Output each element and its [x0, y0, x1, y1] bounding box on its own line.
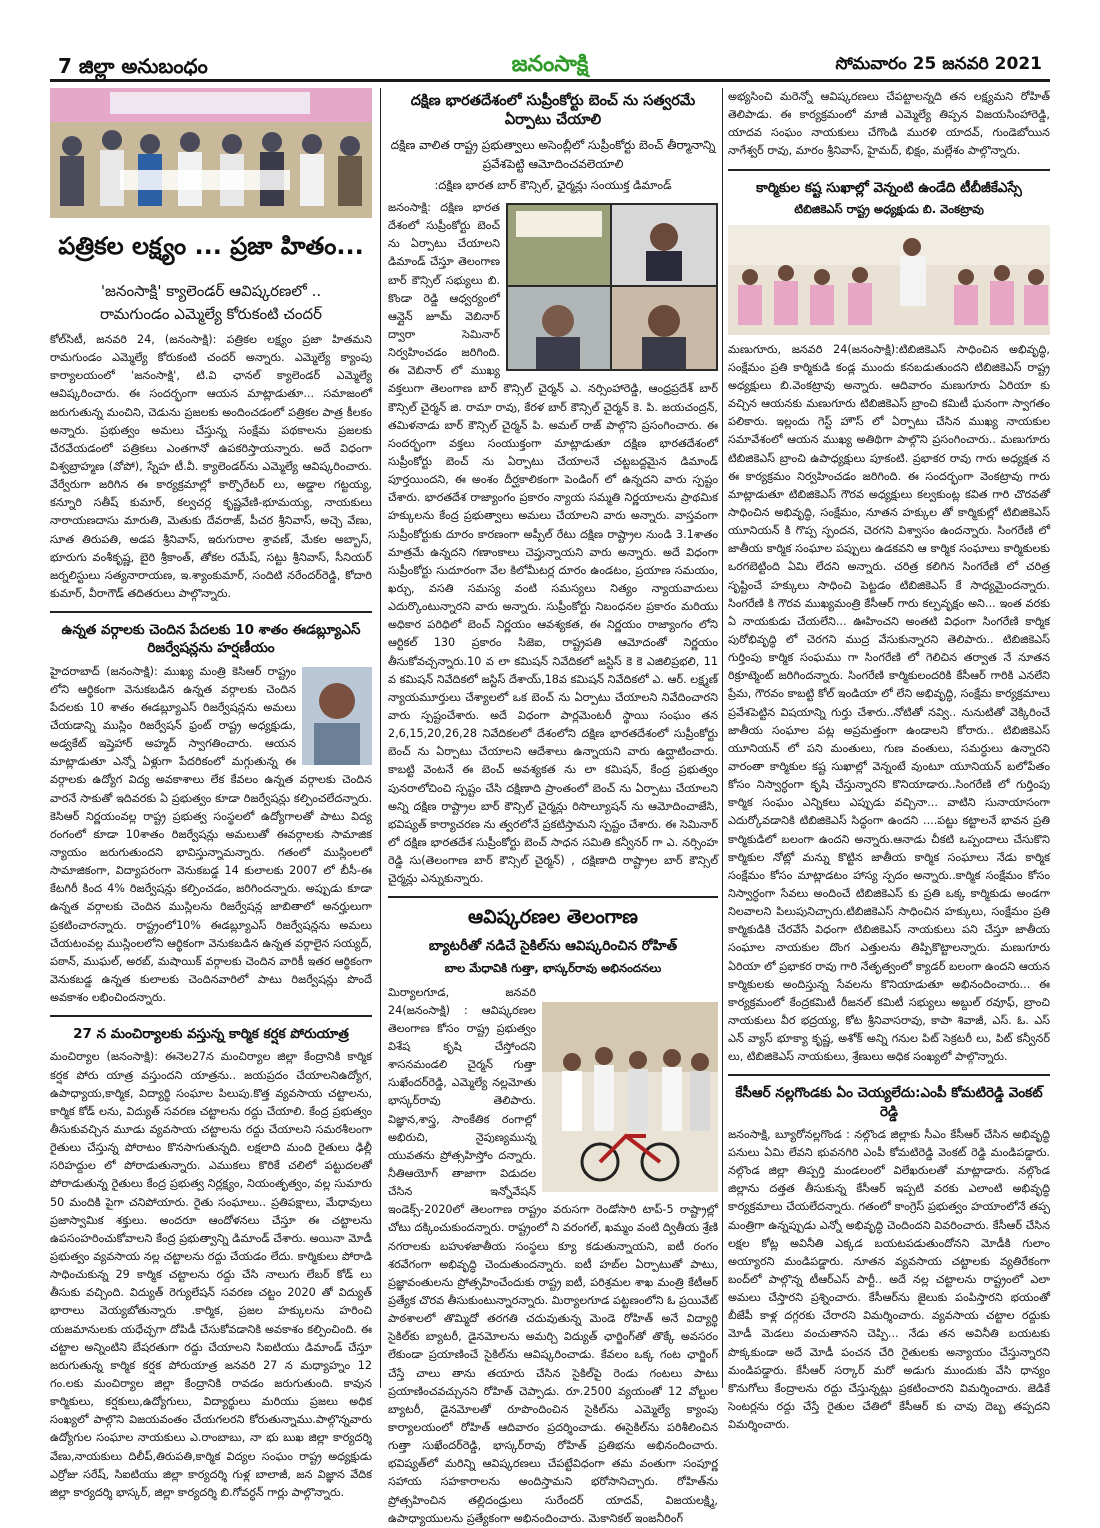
story-subheadline: రామగుండం ఎమ్మెల్యే కోరుకంటి చందర్ — [100, 304, 322, 323]
column-divider — [722, 88, 723, 1388]
story-headline: 27 న మంచిర్యాలకు వస్తున్న కార్మిక కర్షక పోరుయాత్ర — [73, 1026, 349, 1043]
column-right — [728, 88, 1050, 1432]
column-middle — [388, 88, 718, 1525]
cycle-event-photo — [542, 1002, 718, 1192]
story-headline: ఉన్నత వర్గాలకు చెందిన పేదలకు 10 శాతం ఈడబ్ల్యూఎస్ రిజర్వేషన్లను హర్షణీయం — [61, 622, 361, 657]
webinar-screenshot — [506, 203, 718, 371]
story-headline: పత్రికల లక్ష్యం ... ప్రజా హితం... — [58, 232, 364, 260]
story-headline: కేసీఆర్ నల్లగొండకు ఏం చెయ్యలేదు:ఎంపీ కోమటిరెడ్డి వెంకట్ రెడ్డి — [735, 1085, 1043, 1120]
story-subheadline: బాల మేధావికి గుత్తా, భాస్కర్‌రావు అభినందనలు — [444, 960, 662, 975]
divider — [50, 611, 372, 613]
story-kicker: :దక్షిణ భారత బార్ కౌన్సిల్, ఛైర్మన్లు సంయుక్త డిమాండ్ — [434, 178, 672, 193]
column-left — [50, 88, 372, 1499]
brand-logo: జనంసాక్షి — [511, 52, 589, 77]
masthead — [50, 52, 1050, 82]
union-meeting-photo — [728, 225, 1050, 335]
story-headline: బ్యాటరీతో నడిచే సైకిల్‌ను ఆవిష్కరించిన రోహిత్ — [428, 938, 678, 955]
story-headline: దక్షిణ భారతదేశంలో సుప్రీంకోర్టు బెంచ్ ను సత్వరమే ఏర్పాటు చేయాలి — [410, 93, 696, 128]
story-body: జనంసాక్షి, బ్యూరోనల్లగొండ : నల్గొండ జిల్లాకు సీఎం కేసీఆర్ చేసిన అభివృద్ధి పనులు ఏమి లేవని భువనగిరి ఎంపీ కోమటిరెడ్డి వెంకట్ రెడ్డి మండిపడ్డారు. నల్గొండ జిల్లా తిప్పర్తి మండలంలో విలేఖరులతో మాట్లాడారు. నల్గొండ జిల్లాను దత్తత తీసుకున్న కేసీఆర్ ఇప్పటి వరకు ఎలాంటి అభివృద్ధి కార్యక్రమాలు చేయలేదన్నారు. గతంలో కాంగ్రెస్ ప్రభుత్వం హయాంలోనే తప్ప మంత్రిగా ఉన్నప్పుడు ఎన్నో అభివృద్ధి చెందిందని వివరించారు. కేసీఆర్ చేసిన లక్షల కోట్ల అవినీతి ఎక్కడ బయటపడుతుందోనని మోడీకి గులాం అయ్యారని మండిపడ్డారు. నూతన వ్యవసాయ చట్టాలకు వ్యతిరేకంగా బంద్‌లో పాల్గొన్న టీఆర్‌ఎస్ పార్టీ.. అదే నల్ల చట్టాలను రాష్ట్రంలో ఎలా అమలు చేస్తారని ప్రశ్నించారు. కేసీఆర్‌ను జైలుకు పంపిస్తారని భయంతో బీజేపీ కాళ్ల దగ్గరకు చేరారని విమర్శించారు. వ్యవసాయ చట్టాల రద్దుకు మోడీ మెడలు వంచుతానని చెప్పి... నేడు తన అవినీతి బయటకు పొక్కకుండా అదే మోడీ పంచన చేరి రైతులకు అన్యాయం చేస్తున్నారని మండిపడ్డారు. కేసీఆర్ సర్కార్ మరో అడుగు ముందుకు వేసి ధాన్యం కొనుగోలు కేంద్రాలను రద్దు చేస్తున్నట్లు ప్రకటించారని విమర్శించారు. జెడికే సెంటర్లను రద్దు చేస్తే రైతుల చేతిలో కేసీఆర్ కు చావు దెబ్బ తప్పదని విమర్శించారు. — [728, 1127, 1050, 1432]
story-body: మిర్యాలగూడ, జనవరి 24(జనంసాక్షి) : ఆవిష్కరణల తెలంగాణ కోసం రాష్ట్ర ప్రభుత్వం విశేష కృషి చేస్తోందని శాసనమండలి చైర్మన్ గుత్తా సుఖేందర్‌రెడ్డి, ఎమ్మెల్యే నల్లమోతు భాస్కర్‌రావు తెలిపారు. విజ్ఞాన,శాస్త్ర, సాంకేతిక రంగాల్లో అభిరుచి, నైపుణ్యమున్న యువతను ప్రోత్సహిస్తోం దన్నారు. నీతిఆయోగ్ తాజాగా విడుదల చేసిన ఇన్నోవేషన్ ఇండెక్స్-2020లో తెలంగాణ రాష్ట్రం వరుసగా రెండోసారి టాప్-5 రాష్ట్రాల్లో చోటు దక్కించుకుందన్నారు. రాష్ట్రంలో ని వరంగల్, ఖమ్మం వంటి ద్వితీయ శ్రేణి నగరాలకు బహుళజాతీయ సంస్థలు క్యూ కడుతున్నాయని, ఐటీ రంగం శరవేగంగా అభివృద్ధి చెందుతుందన్నారు. ఐటీ హబ్‌ల ఏర్పాటుతో పాటు, ప్రజ్ఞావంతులను ప్రోత్సహించేందుకు రాష్ట్ర ఐటీ, పరిశ్రమల శాఖ మంత్రి కేటీఆర్ ప్రత్యేక చొరవ తీసుకుంటున్నారన్నారు. మిర్యాలగూడ పట్టణంలోని ఓ ప్రయివేట్ పాఠశాలలో తొమ్మిదో తరగతి చదువుతున్న మెండె రోహిత్ అనే విద్యార్థి సైకిల్‌కు బ్యాటరీ, డైనమోలను అమర్చి విద్యుత్ ఛార్జింగ్‌తో తొక్కే అవసరం లేకుండా ప్రయాణించే సైకిల్‌ను ఆవిష్కరించాడు. కేవలం ఒక్క గంట ఛార్జింగ్ చేస్తే చాలు తాను తయారు చేసిన సైకిల్‌పై రెండు గంటలు పాటు ప్రయాణించవచ్చునని రోహిత్ చెప్పాడు. రూ.2500 వ్యయంతో 12 వోల్టుల బ్యాటరీ, డైనమోలతో రూపొందించిన సైకిల్‌ను ఎమ్మెల్యే క్యాంపు కార్యాలయంలో రోహిత్ ఆదివారం ప్రదర్శించాడు. ఈసైకిల్‌ను పరిశీలించిన గుత్తా సుఖేందర్‌రెడ్డి, భాస్కర్‌రావు రోహిత్ ప్రతిభను అభినందించారు. భవిష్యత్‌లో మరిన్ని ఆవిష్కరణలు చేపట్టేవిధంగా తమ వంతుగా సంపూర్ణ సహాయ సహకారాలను అందిస్తామని భరోసానిచ్చారు. రోహిత్‌ను ప్రోత్సహించిన తల్లిదండ్రులు సురేందర్ యాదవ్, విజయలక్ష్మి, ఉపాధ్యాయులను ప్రత్యేకంగా అభినందించారు. మెకానికల్ ఇంజనీరింగ్ — [388, 985, 718, 1525]
story-body: మణుగూరు, జనవరి 24(జనంసాక్షి):టిబిజికెఎస్ సాధించిన అభివృద్ధి, సంక్షేమం ప్రతి కార్మికుడి కండ్ల ముందు కనబడుతుందని టిబిజికెఎస్ రాష్ట్ర అధ్యక్షులు బి.వెంకట్రావు అన్నారు. ఆదివారం మణుగూరు ఏరియా కు వచ్చిన ఆయనకు మణుగూరు టిబిజికెఎస్ బ్రాంచి కమిటీ ఘనంగా స్వాగతం పలికారు. ఇల్లందు గెస్ట్ హౌస్ లో ఏర్పాటు చేసిన ముఖ్య నాయకుల సమావేశంలో ఆయన ముఖ్య అతిథిగా పాల్గొని ప్రసంగించారు.. మణుగూరు టిబిజికెఎస్ బ్రాంచి ఉపాధ్యక్షులు పూకంటి. ప్రభాకర రావు గారు అధ్యక్షత న ఈ కార్యక్రమం నిర్వహించడం జరిగింది. ఈ సందర్భంగా వెంకట్రావు గారు మాట్లాడుతూ టిబిజికెఎస్ గౌరవ అధ్యక్షులు కల్వకుంట్ల కవిత గారి చొరవతో సాధించిన అభివృద్ధి, సంక్షేమం, నూతన హక్కుల తో కార్మికుల్లో టిబిజికెఎస్ యూనియన్ కి గొప్ప స్పందన, చెరగని విశ్వాసం ఉందన్నారు. సింగరేణి లో జాతీయ కార్మిక సంఘాల పప్పులు ఉడకవని ఆ కార్మిక సంఘాలు కార్మికులకు ఒరగబెట్టింది ఏమి లేదని అన్నారు. చరిత్ర కలిగిన సింగరేణి లో చరిత్ర సృష్టించే హక్కులు సాధించి పెట్టడం టిబిజికెఎస్ కే సాధ్యమైందన్నారు. సింగరేణి కి గౌరవ ముఖ్యమంత్రి కేసీఆర్ గారు కల్పవృక్షం అని... ఇంత వరకు ఏ నాయకుడు చేయలేని... ఊహించని అంతటి విధంగా సింగరేణి కార్మిక పురోభివృద్ధి లో చెరగని ముద్ర వేసుకున్నారని తెలిపారు.. టిబిజికెఎస్ గుర్తింపు కార్మిక సంఘము గా సింగరేణి లో గెలిచిన తర్వాత నే నూతన రిక్రూట్మెంట్ జరిగిందన్నారు. సింగరేణి కార్మికులందరికి కేసీఆర్ గారికి ఎనలేని ప్రేమ, గౌరవం కాబట్టి కోల్ ఇండియా లో లేని అభివృద్ధి, సంక్షేమ కార్యక్రమాలు ప్రవేశపెట్టిన విషయాన్ని గుర్తు చేశారు..నోటితో నవ్వి.. నునుటితో వెక్కిరించే జాతీయ సంఘాల పట్ల అప్రమత్తంగా ఉండాలని కోరారు.. టిబిజికెఎస్ యూనియన్ లో పని మంతులు, గుణ వంతులు, సమర్ధులు ఉన్నారని వారంతా కార్మికుల కష్ట సుఖాల్లో వెన్నంటే వుంటూ యూనియన్ బలోపేతం కోసం నిస్వార్ధంగా కృషి చేస్తున్నారని కొనియాడారు..సింగరేణి లో గుర్తింపు కార్మిక సంఘం ఎన్నికలు ఎప్పుడు వచ్చినా... వాటిని సునాయాసంగా ఎదుర్కోవడానికి టిబిజికెఎస్ సిద్ధంగా ఉందని ....పట్టు కట్టాలనే భావన ప్రతి కార్మికుడిలో బలంగా ఉందని అన్నారు.ఆనాడు చీకటి ఒప్పందాలు చేసుకొని కార్మికుల నోట్లో మన్ను కొట్టిన జాతీయ కార్మిక సంఘాలు నేడు కార్మిక సంక్షేమం కోసం మాట్లాడటం హాస్య స్పదం అన్నారు..కార్మిక సంక్షేమం కోసం నిస్వార్ధంగా సేవలు అందించే టిబిజికెఎస్ కు ప్రతి ఒక్క కార్మికుడు అండగా నిలవాలని పిలుపునిచ్చారు.టిబిజికెఎస్ సాధించిన హక్కులు, సంక్షేమం ప్రతి కార్మికుడికి చేరవేసే విధంగా టిబిజికెఎస్ నాయకులు పని చేస్తూ జాతీయ సంఘాల నాయకుల దొంగ ఎత్తులను తిప్పికొట్టాలన్నారు. మణుగూరు ఏరియా లో ప్రభాకర రావు గారి నేతృత్వంలో క్యాడర్ బలంగా ఉందని ఆయన కార్మికులకు అందిస్తున్న సేవలను కొనియాడుతూ అభినందించారు... ఈ కార్యక్రమంలో కేంద్రకమిటీ రీజనల్ కమిటీ సభ్యులు అబ్దుల్ రవూఫ్, బ్రాంచి నాయకులు వీర భద్రయ్య, కోట శ్రీనివాసరావు, కాపా శివాజీ, ఎస్. ఓ. ఎస్ ఎన్ వ్యాస్ భూక్యా కృష్ణ, అశోక్ అన్ని గనుల పిట్ సెక్రటరీ లు, పిట్ కన్వీనర్ లు, టిబిజికెఎస్ నాయకులు, శ్రేణులు అధిక సంఖ్యలో పాల్గొన్నారు. — [728, 342, 1050, 1064]
story-body: కోల్‌సిటీ, జనవరి 24, (జనంసాక్షి): పత్రికల లక్ష్యం ప్రజా హితమని రామగుండం ఎమ్మెల్యే కోరుకంటి చందర్ అన్నారు. ఎమ్మెల్యే క్యాంపు కార్యాలయంలో 'జనంసాక్షి', టి.వి ఛానల్ క్యాలెండర్ ఎమ్మెల్యే ఆవిష్కరించారు. ఈ సందర్భంగా ఆయన మాట్లాడుతూ... సమాజంలో జరుగుతున్న మంచిని, చెడును ప్రజలకు అందించడంలో పత్రికల పాత్ర కీలకం అన్నారు. ప్రభుత్వం అమలు చేస్తున్న సంక్షేమ పథకాలను ప్రజలకు చేరవేయడంలో పత్రికలు ఎంతగానో ఉపకరిస్తాయన్నారు. అదే విధంగా విశ్వబ్రాహ్మణ (వోపో), స్నేహ టీ.వీ. క్యాలెండర్‌ను ఎమ్మెల్యే ఆవిష్కరించారు. వేర్వేరుగా జరిగిన ఈ కార్యక్రమాల్లో కార్పొరేటర్ లు, అడ్డాల గట్టయ్య, కన్నూరి సతీష్ కుమార్, కల్వచర్ల కృష్ణవేణి-భూమయ్య, నాయకులు నారాయణదాసు మారుతి, మెతుకు దేవరాజ్, పీచర శ్రీనివాస్, అచ్చె వేణు, సూత తిరుపతి, అడప శ్రీనివాస్, ఇరుగురాల శ్రావణ్, మేకల అబ్బాస్, భూరుగు వంశీకృష్ణ, బైరి శ్రీకాంత్, తోకల రమేష్, సట్టు శ్రీనివాస్, సీనియర్ జర్నలిస్టులు సత్యనారాయణ, ఇ.శ్యాంకుమార్, సందిటి నరేందర్‌రెడ్డి, కోదారి కుమార్, వీరాగౌడ్ తదితరులు పాల్గొన్నారు. — [50, 333, 372, 600]
story-subheadline: 'జనంసాక్షి' క్యాలెండర్ ఆవిష్కరణలో .. — [100, 282, 322, 300]
divider — [728, 1074, 1050, 1076]
section-title: ఆవిష్కరణల తెలంగాణ — [468, 906, 638, 929]
divider — [728, 169, 1050, 171]
divider — [388, 896, 718, 898]
story-body: హైదరాబాద్ (జనంసాక్షి): ముఖ్య మంత్రి కెసిఆర్ రాష్ట్రం లోని ఆర్థికంగా వెనుకబడిన ఉన్నత వర్గాలకు చెందిన పేదలకు 10 శాతం ఈడబ్ల్యూఎస్ రిజర్వేషన్లను అమలు చేయడాన్ని ముస్లిం రిజర్వేషన్ ఫ్రంట్ రాష్ట్ర అధ్యక్షుడు, అడ్వకేట్ ఇష్తెహార్ అహ్మద్ స్వాగతించారు. ఆయన మాట్లాడుతూ ఎన్నో ఏళ్లుగా పేదరికంలో మగ్గుతున్న ఈ వర్గాలకు ఉద్యోగ విద్య అవకాశాలు లేక కేవలం ఉన్నత వర్గాలకు చెందిన వారనే సాకుతో ఇదివరకు ఏ ప్రభుత్వం కూడా రిజర్వేషన్లు కల్పించలేదన్నారు. కెసిఆర్ నిర్ణయంవల్ల రాష్ట్ర ప్రభుత్వ సంస్థలలో ఉద్యోగాలతో పాటు విద్య రంగంలో కూడా 10శాతం రిజర్వేషన్లు అమలుతో ఈవర్గాలకు సామాజిక న్యాయం జరుగుతుందని భావిస్తున్నామన్నారు. గతంలో ముస్లింలలో సామాజికంగా, విద్యాపరంగా వెనుకబడ్డ 14 కులాలకు 2007 లో బీసీ-ఈ కేటగిరీ కింద 4% రిజర్వేషన్లు కల్పించడం, జరిగిందన్నారు. అప్పుడు కూడా ఉన్నత వర్గాలకు చెందిన ముస్లిలను రిజర్వేషన్ల జాబితాలో అనర్హులుగా ప్రకటించారన్నారు. రాష్ట్రంలో10% ఈడబ్ల్యూఎస్ రిజర్వేషన్లను అమలు చేయటంవల్ల ముస్లింలలోని ఆర్థికంగా వెనుకబడిన ఉన్నత వర్గాలైన సయ్యద్, పఠాన్, ముఘల్, అరబ్, మషాయిక్ వర్గాలకు చెందిన వారికీ ఇతర ఆర్థికంగా వెనుకబడ్డ ఉన్నత కులాలకు చెందినవారిలో పాటు రిజర్వేషన్లు పొందే అవకాశం లభించిందన్నారు. — [50, 664, 372, 1005]
calendar-launch-photo — [50, 88, 372, 218]
story-continued: అభ్యసించి మరెన్నో ఆవిష్కరణలు చేపట్టాలన్నది తన లక్ష్యమని రోహిత్ తెలిపాడు. ఈ కార్యక్రమంలో మాజీ ఎమ్మెల్యే తిప్పన విజయసింహారెడ్డి, యాదవ సంఘం నాయకులు చేగొండి మురళి యాదవ్, గుండెబోయిన నాగేశ్వర్ రావు, మారం శ్రీనివాస్, హైమద్, భిక్షం, మల్లేశం పాల్గొన్నారు. — [728, 90, 1050, 158]
story-subheadline: టిబిజికెఎస్ రాష్ట్ర అధ్యక్షుడు బి. వెంకట్రావు — [794, 201, 984, 216]
story-body: మంచిర్యాల (జనంసాక్షి): ఈనెల27న మంచిర్యాల జిల్లా కేంద్రానికి కార్మిక కర్షక పోరు యాత్ర వస్తుందని యాత్రను.. జయప్రదం చేయాలనిఉద్యోగ, ఉపాధ్యాయ,కార్మిక, విద్యార్థి సంఘాల పిలుపు.కొత్త వ్యవసాయ చట్టాలను, కార్మిక కోడ్ లను, విద్యుత్ సవరణ చట్టాలను రద్దు చేయాలి. కేంద్ర ప్రభుత్వం తీసుకువచ్చిన మూడు వ్యవసాయ చట్టాలను రద్దు చేయాలని సమరశీలంగా రైతులు చేస్తున్న పోరాటం కొనసాగుతున్నది. లక్షలాది మంది రైతులు ఢిల్లీ సరిహద్దుల లో పోరాడుతున్నారు. ఎముకలు కొరికే చలిలో పట్టుదలతో పోరాడుతున్న రైతులు కేంద్ర ప్రభుత్వ నిర్లక్ష్యం, నియంతృత్వం, వల్ల సుమారు 50 మందికి పైగా చనిపోయారు. రైతు సంఘాలు.. ప్రతిపక్షాలు, మేధావులు ప్రజాస్వామిక శక్తులు. అందరూ ఆందోళనలు చేస్తూ ఈ చట్టాలను ఉపసంహరించుకోవాలని కేంద్ర ప్రభుత్వాన్ని డిమాండ్ చేశారు. అయినా మోడీ ప్రభుత్వం వ్యవసాయ నల్ల చట్టాలను రద్దు చేయడం లేదు. కార్మికులు పోరాడి సాధించుకున్న 29 కార్మిక చట్టాలను రద్దు చేసి నాలుగు లేబర్ కోడ్ లు తీసుకు వచ్చింది. విద్యుత్ రెగ్యులేషన్ సవరణ చట్టం 2020 తో విద్యుత్ భారాలు వెయ్యబోతున్నారు .కార్మిక, ప్రజల హక్కులను హరించి యజమానులకు యధేచ్ఛగా దోపిడీ చేసుకోవడానికి అవకాశం కల్పించింది. ఈ చట్టాల అన్నింటిని బేషరతుగా రద్దు చేయాలని సిఐటియు డిమాండ్ చేస్తూ జరుగుతున్న కార్మిక కర్షక పోరుయాత్ర జనవరి 27 న మధ్యాహ్నం 12 గం.లకు మంచిర్యాల జిల్లా కేంద్రానికి రావడం జరుగుతుంది. కావున కార్మికులు, కర్షకులు,ఉద్యోగులు, విద్యార్థులు మరియు ప్రజలు అధిక సంఖ్యలో పాల్గొని విజయవంతం చేయగలరని కోరుతున్నాము.పాల్గొన్నవారు ఉద్యోగుల సంఘాల నాయకులు ఎ.రాంబాబు, నా భు బుఖ జిల్లా కార్యదర్శి వేణు,నాయకులు దిలీప్,తిరుపతి,కార్మిక విద్యల సంఘం రాష్ట్ర అధ్యక్షుడు ఎర్రోజు సరేష్, సిఐటియు జిల్లా కార్యదర్శి గుళ్ల బాలాజీ, జన విజ్ఞాన వేదిక జిల్లా కార్యదర్శి భాస్కర్, జిల్లా కార్యదర్శి బి.గోవర్ధన్ గార్లు పాల్గొన్నారు. — [50, 1050, 372, 1499]
issue-date: సోమవారం 25 జనవరి 2021 — [835, 54, 1042, 74]
page-label: 7 జిల్లా అనుబంధం — [58, 54, 208, 78]
story-headline: కార్మికుల కష్ట సుఖాల్లో వెన్నంటి ఉండేది టీబీజీకేఎస్సే — [756, 179, 1022, 196]
column-divider — [380, 88, 381, 1388]
portrait-photo — [302, 667, 372, 765]
story-body: జనంసాక్షి: దక్షిణ భారత దేశంలో సుప్రీంకోర్టు బెంచ్ ను ఏర్పాటు చేయాలని డిమాండ్ చేస్తూ తెలంగాణ బార్ కౌన్సిల్ సభ్యులు బి. కొండా రెడ్డి ఆధ్వర్యంలో ఆన్లైన్ జూమ్ వెబినార్ ద్వారా సెమినార్ నిర్వహించడం జరిగింది. ఈ వెబినార్ లో ముఖ్య వక్తలుగా తెలంగాణ బార్ కౌన్సిల్ చైర్మన్ ఎ. నర్సింహారెడ్డి, ఆంధ్రప్రదేశ్ బార్ కౌన్సిల్ చైర్మన్ జి. రామా రావు, కేరళ బార్ కౌన్సిల్ చైర్మన్ కె. పి. జయచంద్రన్, తమిళనాడు బార్ కౌన్సిల్ చైర్మన్ పి. అమల్ రాజ్ పాల్గొని ప్రసంగించారు. ఈ సందర్భంగా వక్తలు సంయుక్తంగా మాట్లాడుతూ దక్షిణ భారతదేశంలో సుప్రీంకోర్టు బెంచ్ ను ఏర్పాటు చేయాలనే చట్టబద్దమైన డిమాండ్ పూర్తయిందని, ఈ అంశం దీర్ఘకాలికంగా పెండింగ్ లో ఉన్నదని వారు స్పష్టం చేశారు. భారతదేశ రాజ్యాంగం ప్రకారం న్యాయ సమ్మతి నిర్ణయాలను ప్రాథమిక హక్కులను కేంద్ర ప్రభుత్వాలు అమలు చేయాలని వారు అన్నారు. వాస్తవంగా సుప్రీంకోర్టుకు దూరం కారణంగా అప్పీల్ రేటు దక్షిణ రాష్ట్రాల నుండి 3.1శాతం మాత్రమే ఉన్నదని గణాంకాలు చెప్తున్నాయని వారు అన్నారు. అదే విధంగా సుప్రీంకోర్టు సుదూరంగా వేల కిలోమీటర్ల దూరం ఉండటం, ప్రయాణ సమయం, ఖర్చు, వసతి సమస్య వంటి సమస్యలు నిత్యం న్యాయవాదులు ఎదుర్కొంటున్నారని వారు అన్నారు. సుప్రీంకోర్టు నిబంధనల ప్రకారం మరియు అధికార పరిధిలో బెంచ్ నిర్ణయం ఆవశ్యకత, ఈ నిర్ణయం రాజ్యాంగం లోని ఆర్టికల్ 130 ప్రకారం సిజెఐ, రాష్ట్రపతి ఆమోదంతో నిర్ణయం తీసుకోవచ్చన్నారు.10 వ లా కమిషన్ నివేదికలో జస్టిస్ కె కె ఎజిలిప్రభలి, 11 వ కమిషన్ నివేదికలో జస్టిస్ దేశాయ్,18వ కమిషన్ నివేదికలో ఎ. ఆర్. లక్ష్మణ్ న్యాయమూర్తులు చేశ్యాలలో ఒక బెంచ్ ను ఏర్పాటు చేయాలని నివేదించారని వారు స్పష్టంచేశారు. అదే విధంగా పార్లమెంటరీ స్థాయి సంఘం తన 2,6,15,20,26,28 నివేదికలలో దేశంలోని దక్షిణ భారతదేశంలో సుప్రీంకోర్టు బెంచ్ ను ఏర్పాటు చేయాలని ఆదేశాలు ఉన్నాయని వారు ఉద్ఘాటించారు. కాబట్టి వెంటనే ఈ బెంచ్ అవశ్యకత ను లా కమిషన్, కేంద్ర ప్రభుత్వం పునరాలోచించి స్పష్టం చేసి దక్షిణాది ప్రాంతంలో బెంచ్ ను ఏర్పాటు చేయాలని అన్ని దక్షిణ రాష్ట్రాల బార్ కౌన్సిల్ చైర్మన్లు రిసొల్యూషన్ ను ఆమోదించాజేసి, భవిష్యత్ కార్యాచరణ ను త్వరలోనే ప్రకటిస్తామని స్పష్టం చేశారు. ఈ సెమినార్ లో దక్షిణ భారతదేశ సుప్రీంకోర్టు బెంచ్ సాధన సమితి కన్వీనర్ గా ఎ. నర్సింహ రెడ్డి సు(తెలంగాణ బార్ కౌన్సిల్ చైర్మన్) , దక్షిణాది రాష్ట్రాల బార్ కౌన్సిల్ చైర్మన్లు ఎన్నుకున్నారు. — [388, 201, 718, 886]
story-intro: దక్షిణ వాలిత రాష్ట్ర ప్రభుత్వాలు అసెంబ్లీలో సుప్రీంకోర్టు బెంచ్ తీర్మానాన్ని ప్రవేశపెట్టి ఆమోదించవలెయాలి — [390, 137, 716, 171]
divider — [50, 1015, 372, 1017]
webinar-banner-text — [718, 203, 719, 204]
